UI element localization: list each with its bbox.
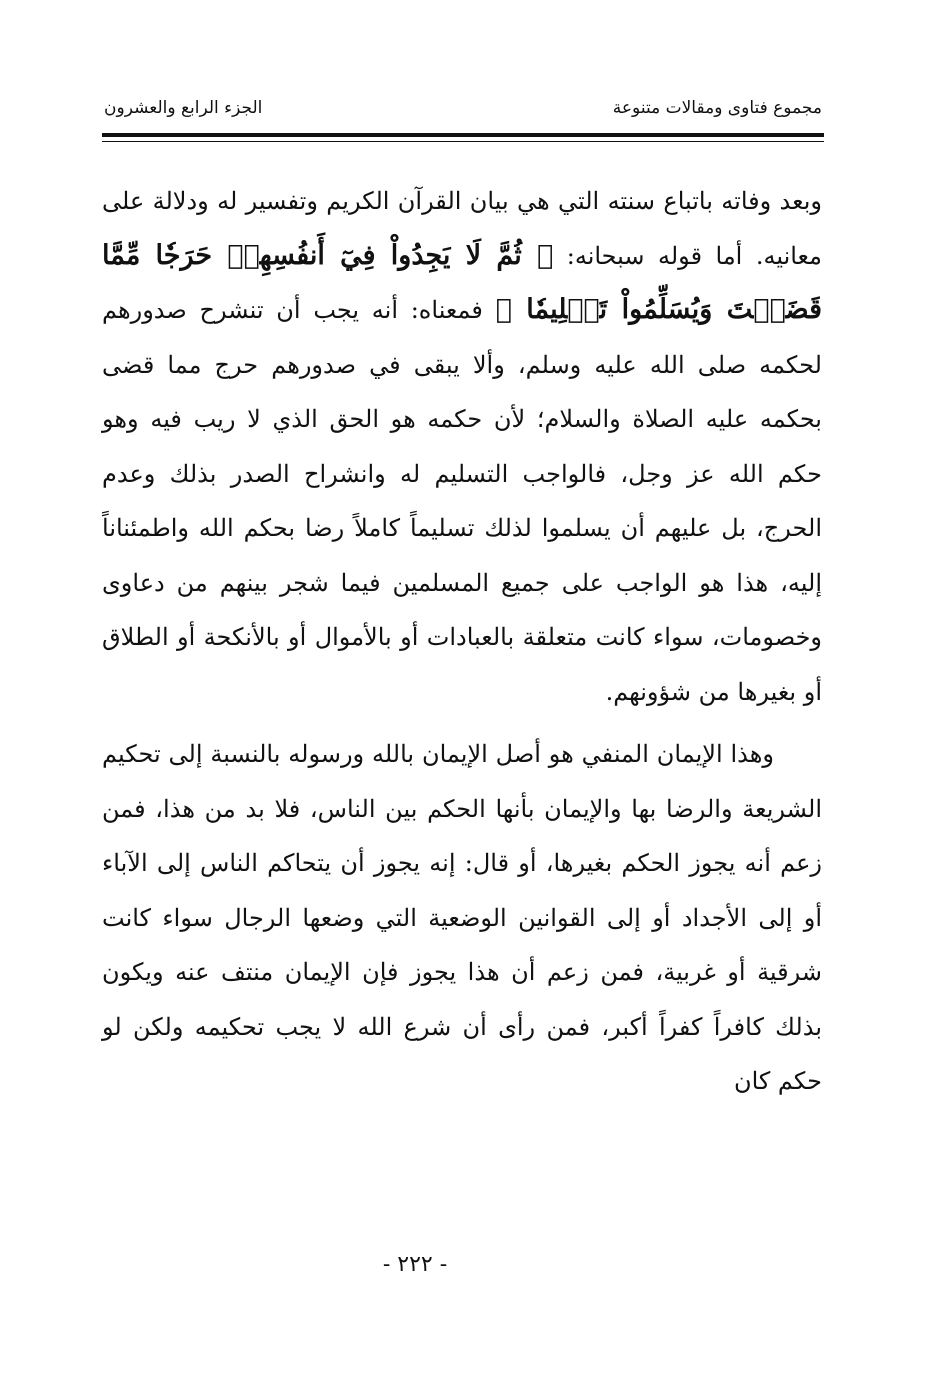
page-body [102,174,822,1109]
running-header [104,98,822,126]
quran-verse: ﴿ ثُمَّ لَا يَجِدُواْ فِيٓ أَنفُسِهِمۡ حَرَجٗا مِّمَّا قَضَيۡتَ وَيُسَلِّمُواْ تَسۡلِيمٗا ﴾ [102,239,822,325]
volume-label: الجزء الرابع والعشرون [104,98,263,118]
paragraph-1-text-a: وبعد وفاته باتباع سنته التي هي بيان القرآن الكريم وتفسير له ودلالة على معانيه. أما قوله سبحانه: [102,187,822,270]
paragraph-2: وهذا الإيمان المنفي هو أصل الإيمان بالله ورسوله بالنسبة إلى تحكيم الشريعة والرضا بها والإيمان بأنها الحكم بين الناس، فلا بد من هذا، فمن زعم أنه يجوز الحكم بغيرها، أو قال: إنه يجوز أن يتحاكم الناس إلى الآباء أو إلى الأجداد أو إلى القوانين الوضعية التي وضعها الرجال سواء كانت شرقية أو غربية، فمن زعم أن هذا يجوز فإن الإيمان منتف عنه ويكون بذلك كافراً كفراً أكبر، فمن رأى أن شرع الله لا يجب تحكيمه ولكن لو حكم كان [102,740,822,1095]
paragraph-1-text-b: فمعناه: أنه يجب أن تنشرح صدورهم لحكمه صلى الله عليه وسلم، وألا يبقى في صدورهم حرج مما قضى بحكمه عليه الصلاة والسلام؛ لأن حكمه هو الحق الذي لا ريب فيه وهو حكم الله عز وجل، فالواجب التسليم له وانشراح الصدر بذلك وعدم الحرج، بل عليهم أن يسلموا لذلك تسليماً كاملاً رضا بحكم الله واطمئناناً إليه، هذا هو الواجب على جميع المسلمين فيما شجر بينهم من دعاوى وخصومات، سواء كانت متعلقة بالعبادات أو بالأموال أو بالأنكحة أو الطلاق أو بغيرها من شؤونهم. [102,296,822,706]
header-rule-thin [102,141,824,142]
header-rule-thick [102,133,824,137]
book-title: مجموع فتاوى ومقالات متنوعة [612,98,822,118]
paragraph-1 [102,174,822,719]
page-number: - ٢٢٢ - [382,1252,448,1277]
